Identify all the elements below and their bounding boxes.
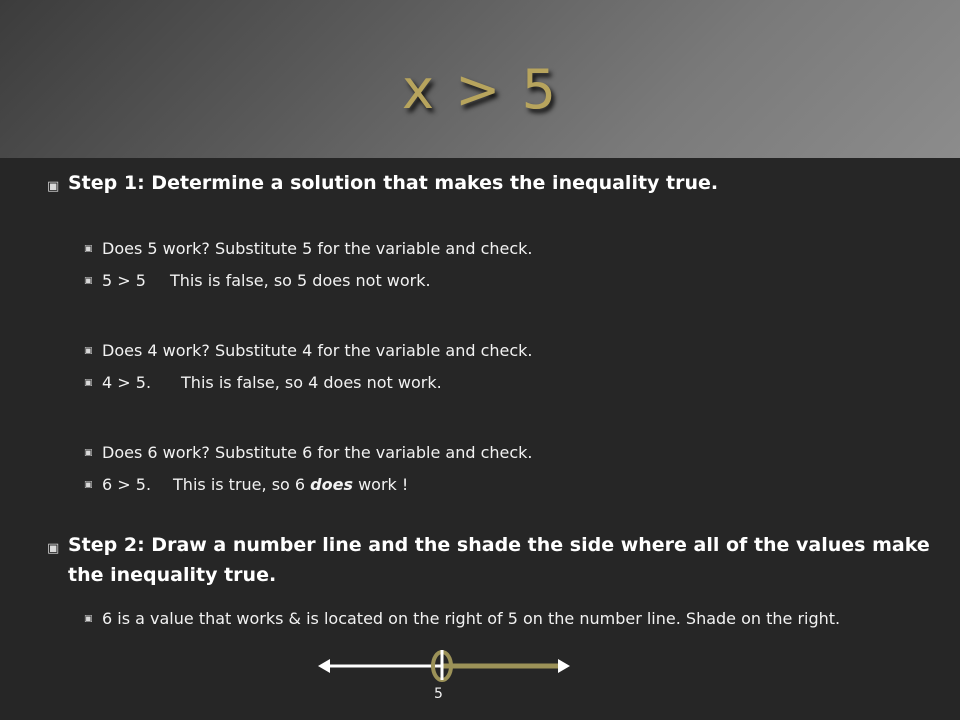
number-line xyxy=(316,644,574,714)
square-bullet-icon: ▣ xyxy=(84,378,93,388)
step1-item xyxy=(102,372,442,394)
step2-item: 6 is a value that works & is located on the right of 5 on the number line. Shade on the right. xyxy=(102,609,841,628)
left-arrow-icon xyxy=(318,659,330,673)
item-emphasis: does xyxy=(310,475,353,494)
slide-title: x > 5 xyxy=(402,58,558,121)
item-expression: 4 > 5. xyxy=(102,373,152,392)
step1-item: Does 6 work? Substitute 6 for the variable and check. xyxy=(102,443,533,462)
step1-heading: Step 1: Determine a solution that makes the inequality true. xyxy=(68,172,719,194)
square-bullet-icon: ▣ xyxy=(84,614,93,624)
square-bullet-icon: ▣ xyxy=(84,244,93,254)
right-arrow-icon xyxy=(558,659,570,673)
step2-heading: Step 2: Draw a number line and the shade the side where all of the values make the inequality true. xyxy=(68,534,930,586)
square-bullet-icon: ▣ xyxy=(47,179,60,194)
item-result-post: work ! xyxy=(353,475,409,494)
step1-item xyxy=(102,474,408,496)
step1-item: Does 4 work? Substitute 4 for the variable and check. xyxy=(102,341,533,360)
step1-item: Does 5 work? Substitute 5 for the variable and check. xyxy=(102,239,533,258)
step1-item xyxy=(102,270,431,292)
item-result: This is false, so 4 does not work. xyxy=(181,373,442,392)
item-expression: 5 > 5 xyxy=(102,271,146,290)
item-expression: 6 > 5. xyxy=(102,475,152,494)
tick-label-5: 5 xyxy=(434,686,443,702)
square-bullet-icon: ▣ xyxy=(84,480,93,490)
item-result: This is false, so 5 does not work. xyxy=(169,271,431,290)
square-bullet-icon: ▣ xyxy=(84,276,93,286)
square-bullet-icon: ▣ xyxy=(84,448,93,458)
square-bullet-icon: ▣ xyxy=(47,541,60,556)
square-bullet-icon: ▣ xyxy=(84,346,93,356)
item-result-pre: This is true, so 6 xyxy=(173,475,311,494)
